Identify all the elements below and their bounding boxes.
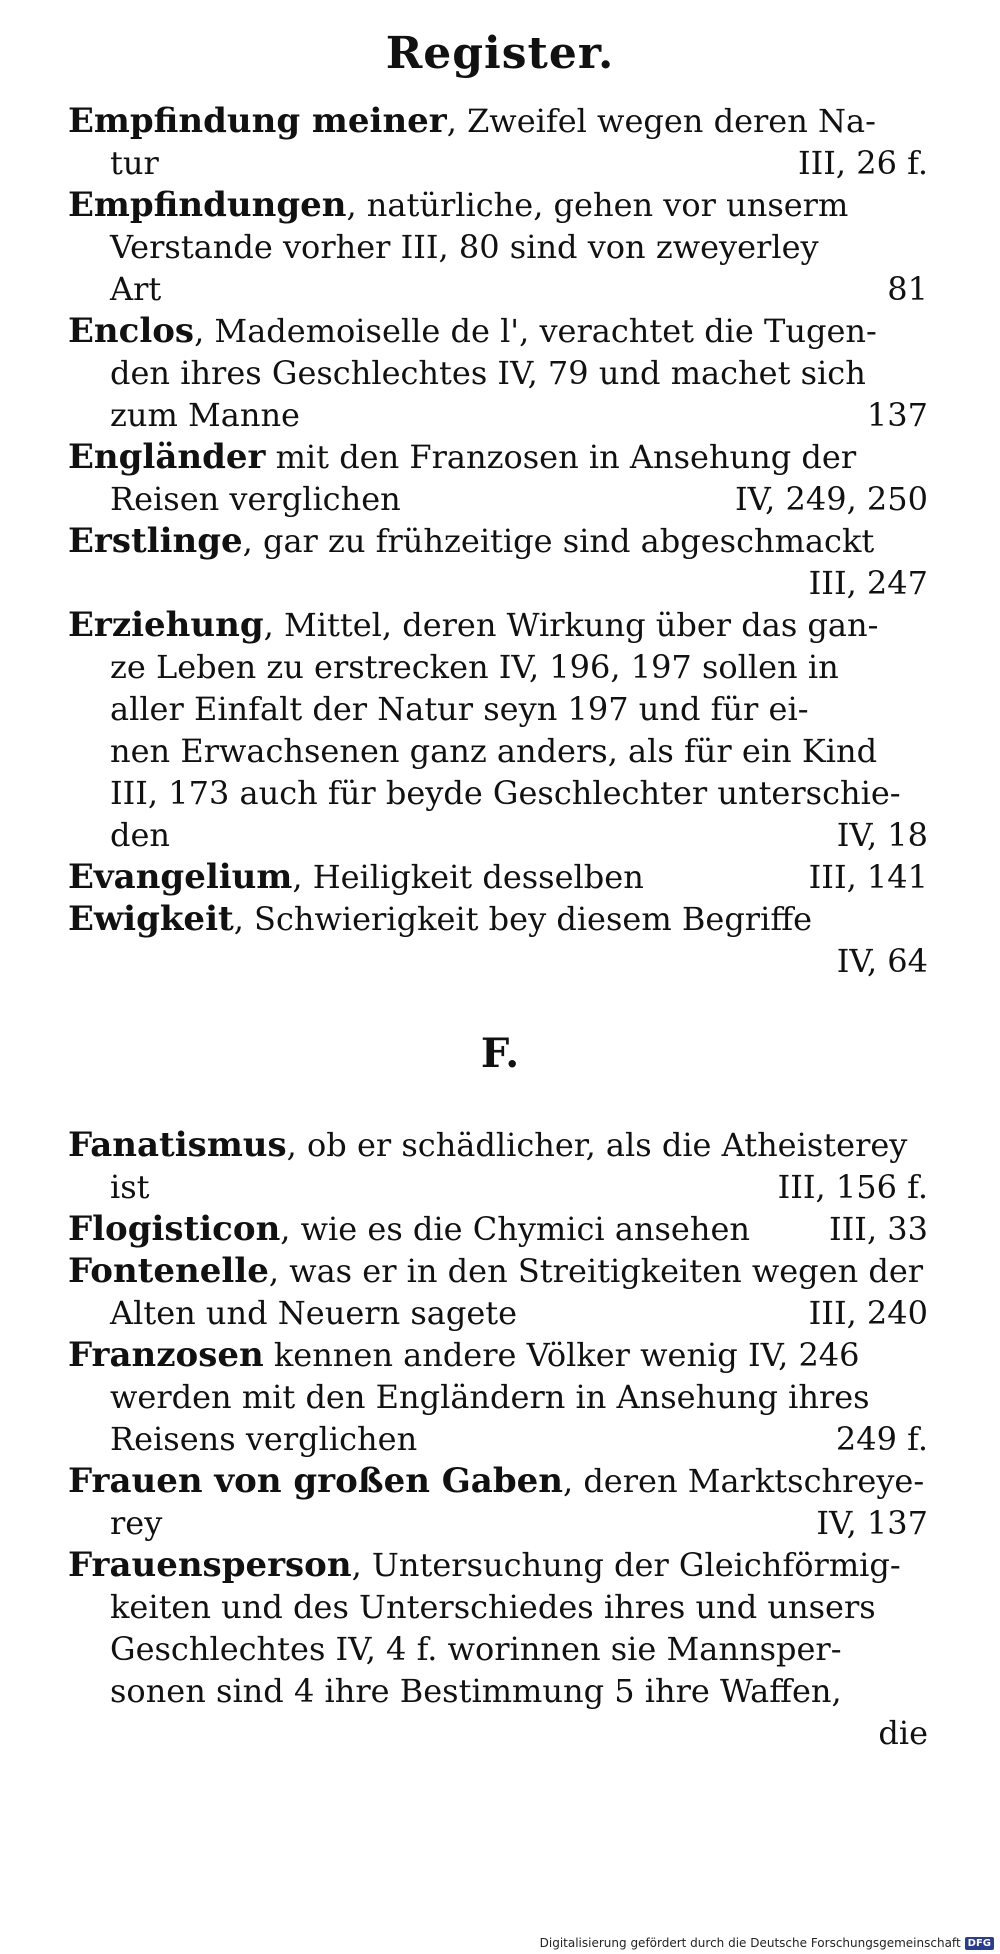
digitization-footer bbox=[540, 1936, 994, 1950]
entry-text: Alten und Neuern sagete bbox=[110, 1294, 518, 1332]
entry-continuation-line bbox=[68, 646, 928, 688]
entry-text: sonen sind 4 ihre Bestimmung 5 ihre Waffen, bbox=[110, 1672, 842, 1710]
entry-first-line bbox=[68, 1208, 928, 1250]
entry-headword: Flogisticon bbox=[68, 1209, 281, 1249]
entry-headword: Frauen von großen Gaben bbox=[68, 1461, 563, 1501]
entry-page-reference: III, 156 f. bbox=[777, 1168, 928, 1206]
entry-page-reference: IV, 64 bbox=[836, 942, 928, 980]
entry-text: ze Leben zu erstrecken IV, 196, 197 sollen in bbox=[110, 648, 839, 686]
entry-text: mit den Franzosen in Ansehung der bbox=[265, 438, 857, 476]
entry-text: , natürliche, gehen vor unserm bbox=[346, 186, 849, 224]
footer-text: Digitalisierung gefördert durch die Deutsche Forschungsgemeinschaft bbox=[539, 1936, 961, 1950]
entry-text: , Untersuchung der Gleichförmig- bbox=[351, 1546, 901, 1584]
entry-page-reference: 81 bbox=[887, 270, 928, 308]
entry-text: Geschlechtes IV, 4 f. worinnen sie Mannsper- bbox=[110, 1630, 842, 1668]
register-entry bbox=[68, 604, 928, 856]
entry-page-reference: III, 247 bbox=[808, 564, 928, 602]
register-entry bbox=[68, 1334, 928, 1460]
entry-page-reference: 249 f. bbox=[835, 1420, 928, 1458]
entry-page-reference: IV, 18 bbox=[836, 816, 928, 854]
entry-page-reference: III, 141 bbox=[808, 858, 928, 896]
entry-continuation-line bbox=[68, 1586, 928, 1628]
entry-text: kennen andere Völker wenig IV, 246 bbox=[263, 1336, 860, 1374]
entry-continuation-line bbox=[68, 1166, 928, 1208]
entry-text: den bbox=[110, 816, 171, 854]
entry-text: Reisen verglichen bbox=[110, 480, 401, 518]
entry-continuation-line bbox=[68, 562, 928, 604]
entry-continuation-line bbox=[68, 730, 928, 772]
entry-first-line bbox=[68, 100, 928, 142]
entry-first-line bbox=[68, 1460, 928, 1502]
entry-text: Reisens verglichen bbox=[110, 1420, 418, 1458]
entry-headword: Fontenelle bbox=[68, 1251, 269, 1291]
entry-text: , Mademoiselle de l', verachtet die Tugen- bbox=[194, 312, 877, 350]
section-letter: F. bbox=[480, 1030, 520, 1077]
entry-continuation-line bbox=[68, 1628, 928, 1670]
entry-headword: Ewigkeit bbox=[68, 899, 234, 939]
entry-text: nen Erwachsenen ganz anders, als für ein Kind bbox=[110, 732, 878, 770]
register-entry bbox=[68, 1124, 928, 1208]
entry-text: Verstande vorher III, 80 sind von zweyerley bbox=[110, 228, 819, 266]
page-header: Register. bbox=[385, 28, 615, 79]
entry-headword: Evangelium bbox=[68, 857, 293, 897]
entry-continuation-line bbox=[68, 1292, 928, 1334]
entry-continuation-line bbox=[68, 1712, 928, 1754]
entry-page-reference: IV, 137 bbox=[816, 1504, 928, 1542]
register-entry bbox=[68, 310, 928, 436]
entry-first-line bbox=[68, 520, 928, 562]
entry-first-line bbox=[68, 1544, 928, 1586]
entry-continuation-line bbox=[68, 352, 928, 394]
entry-headword: Engländer bbox=[68, 437, 266, 477]
entry-text: , Schwierigkeit bey diesem Begriffe bbox=[233, 900, 812, 938]
register-section-f bbox=[68, 1124, 928, 1754]
entry-page-reference: III, 33 bbox=[829, 1210, 928, 1248]
entry-text: , gar zu frühzeitige sind abgeschmackt bbox=[242, 522, 875, 560]
entry-continuation-line bbox=[68, 142, 928, 184]
register-entry bbox=[68, 184, 928, 310]
entry-text: keiten und des Unterschiedes ihres und unsers bbox=[110, 1588, 876, 1626]
entry-headword: Erstlinge bbox=[68, 521, 243, 561]
entry-headword: Enclos bbox=[68, 311, 195, 351]
entry-text: , Zweifel wegen deren Na- bbox=[446, 102, 876, 140]
entry-first-line bbox=[68, 856, 928, 898]
entry-headword: Erziehung bbox=[68, 605, 264, 645]
entry-headword: Fanatismus bbox=[68, 1125, 287, 1165]
entry-text: Art bbox=[110, 270, 162, 308]
register-entry bbox=[68, 520, 928, 604]
entry-text: zum Manne bbox=[110, 396, 300, 434]
entry-first-line bbox=[68, 310, 928, 352]
register-entry bbox=[68, 1544, 928, 1754]
entry-page-reference: 137 bbox=[866, 396, 928, 434]
entry-continuation-line bbox=[68, 268, 928, 310]
entry-page-reference: IV, 249, 250 bbox=[735, 480, 928, 518]
register-entry bbox=[68, 856, 928, 898]
entry-continuation-line bbox=[68, 688, 928, 730]
entry-page-reference: die bbox=[878, 1714, 928, 1752]
entry-continuation-line bbox=[68, 1502, 928, 1544]
register-entry bbox=[68, 898, 928, 982]
register-entry bbox=[68, 100, 928, 184]
entry-continuation-line bbox=[68, 814, 928, 856]
entry-text: III, 173 auch für beyde Geschlechter unterschie- bbox=[110, 774, 901, 812]
entry-text: tur bbox=[110, 144, 159, 182]
entry-text: aller Einfalt der Natur seyn 197 und für ei- bbox=[110, 690, 809, 728]
register-entry bbox=[68, 1250, 928, 1334]
dfg-logo: DFG bbox=[965, 1937, 994, 1950]
entry-text: , was er in den Streitigkeiten wegen der bbox=[268, 1252, 924, 1290]
register-entry bbox=[68, 436, 928, 520]
entry-continuation-line bbox=[68, 478, 928, 520]
entry-first-line bbox=[68, 604, 928, 646]
entry-text: ist bbox=[110, 1168, 150, 1206]
entry-text: den ihres Geschlechtes IV, 79 und machet sich bbox=[110, 354, 866, 392]
entry-headword: Franzosen bbox=[68, 1335, 264, 1375]
entry-text: rey bbox=[110, 1504, 163, 1542]
entry-text: , wie es die Chymici ansehen bbox=[280, 1210, 751, 1248]
entry-continuation-line bbox=[68, 394, 928, 436]
entry-continuation-line bbox=[68, 1418, 928, 1460]
entry-first-line bbox=[68, 436, 928, 478]
entry-text: , ob er schädlicher, als die Atheisterey bbox=[286, 1126, 908, 1164]
entry-first-line bbox=[68, 1334, 928, 1376]
entry-first-line bbox=[68, 898, 928, 940]
register-entry bbox=[68, 1208, 928, 1250]
entry-continuation-line bbox=[68, 940, 928, 982]
entry-headword: Empfindungen bbox=[68, 185, 347, 225]
register-section-e bbox=[68, 100, 928, 982]
entry-text: , Mittel, deren Wirkung über das gan- bbox=[263, 606, 879, 644]
entry-headword: Empfindung meiner bbox=[68, 101, 447, 141]
entry-continuation-line bbox=[68, 226, 928, 268]
entry-text: werden mit den Engländern in Ansehung ihres bbox=[110, 1378, 870, 1416]
entry-first-line bbox=[68, 184, 928, 226]
entry-text: , deren Marktschreye- bbox=[562, 1462, 925, 1500]
entry-first-line bbox=[68, 1124, 928, 1166]
entry-first-line bbox=[68, 1250, 928, 1292]
entry-page-reference: III, 240 bbox=[808, 1294, 928, 1332]
entry-text: , Heiligkeit desselben bbox=[292, 858, 644, 896]
entry-continuation-line bbox=[68, 1670, 928, 1712]
entry-page-reference: III, 26 f. bbox=[797, 144, 928, 182]
entry-continuation-line bbox=[68, 1376, 928, 1418]
entry-continuation-line bbox=[68, 772, 928, 814]
register-entry bbox=[68, 1460, 928, 1544]
entry-headword: Frauensperson bbox=[68, 1545, 352, 1585]
